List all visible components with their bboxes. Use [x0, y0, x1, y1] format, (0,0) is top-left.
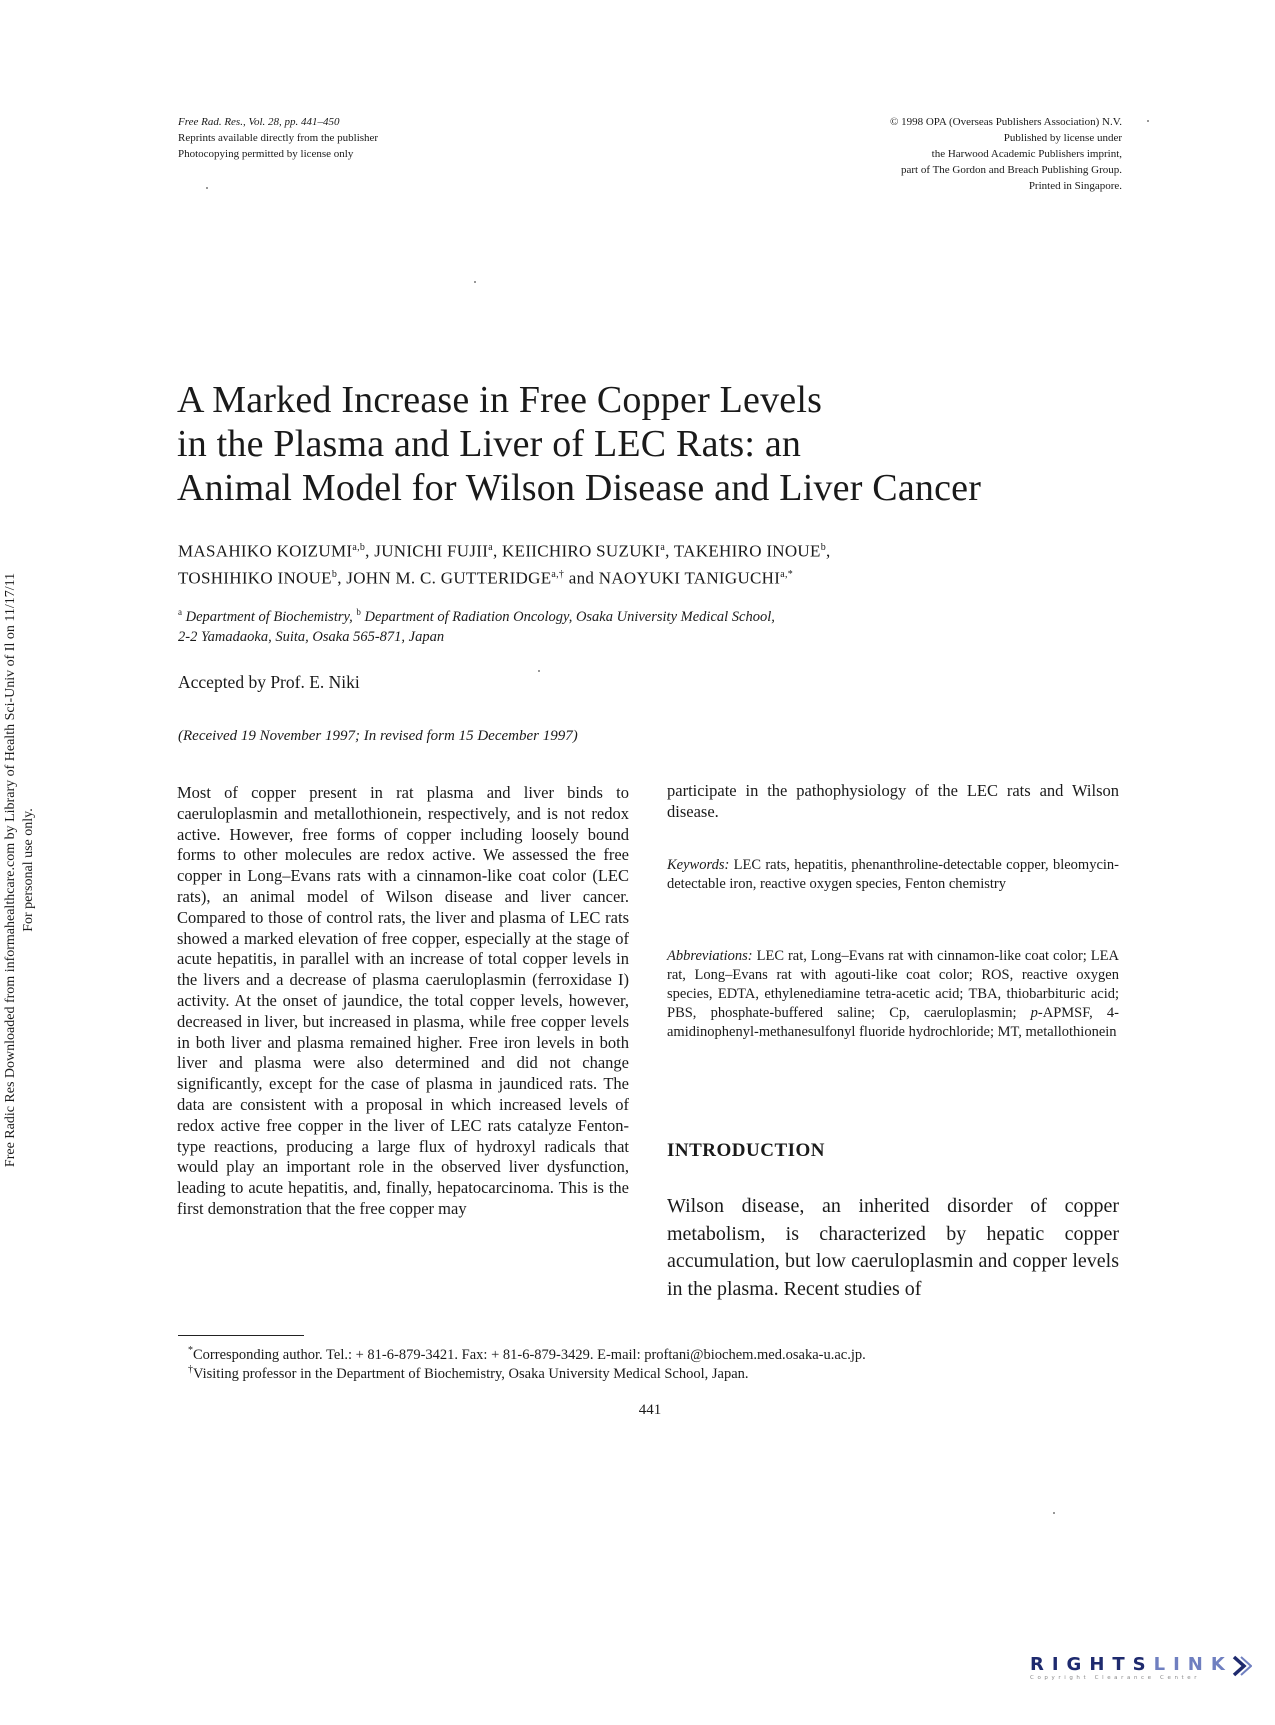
page-number: 441: [638, 1402, 662, 1418]
article-title: [177, 378, 1097, 510]
rightslink-logo[interactable]: [1030, 1654, 1270, 1698]
author-name: TOSHIHIKO INOUE: [178, 568, 332, 588]
author-name: MASAHIKO KOIZUMI: [178, 541, 353, 561]
received-dates: (Received 19 November 1997; In revised form 15 December 1997): [178, 728, 578, 744]
author-affil-mark: a,†: [551, 568, 565, 580]
author-name: , JOHN M. C. GUTTERIDGE: [337, 568, 552, 588]
scan-speck: [1053, 1512, 1055, 1514]
author-list: [178, 536, 1118, 589]
author-affil-mark: b: [820, 542, 827, 553]
introduction-text: Wilson disease, an inherited disorder of copper metabolism, is characterized by hepatic copper accumulation, but low caeruloplasmin and copper levels in the plasma. Recent studies of: [667, 1195, 1119, 1300]
affiliation-line-1: [178, 602, 1118, 627]
author-affil-mark: a,b: [352, 542, 366, 553]
author-name: , JUNICHI FUJII: [365, 541, 489, 561]
reprints-note: Reprints available directly from the publisher: [178, 132, 379, 144]
keywords: [667, 856, 1119, 894]
scan-speck: [1147, 120, 1149, 122]
author-affil-mark: b: [331, 568, 338, 580]
printed-line: Printed in Singapore.: [1028, 180, 1122, 192]
photocopy-note: Photocopying permitted by license only: [178, 148, 354, 160]
scan-speck: [474, 281, 476, 283]
author-line-1: [178, 536, 1118, 563]
rightslink-tagline: Copyright Clearance Center: [1030, 1675, 1201, 1681]
download-stamp-line-2: For personal use only.: [21, 808, 36, 932]
affil-mark-b: b: [356, 607, 361, 617]
journal-citation: [178, 114, 598, 162]
title-line-1: A Marked Increase in Free Copper Levels: [177, 379, 823, 421]
abbreviations-label: Abbreviations:: [667, 948, 753, 964]
footnote-rule: [178, 1335, 304, 1336]
author-affil-mark: a: [488, 542, 493, 553]
affiliation: [178, 602, 1118, 647]
license-line: Published by license under: [1003, 132, 1122, 144]
abbreviations-text-cont: -APMSF, 4-amidinophenyl-methanesulfonyl fluoride hydrochloride; MT, metallothionein: [667, 1005, 1119, 1040]
scan-speck: [538, 670, 540, 672]
affil-mark-a: a: [178, 607, 182, 617]
keywords-text: LEC rats, hepatitis, phenanthroline-detectable copper, bleomycin-detectable iron, reactive oxygen species, Fenton chemistry: [667, 857, 1119, 892]
chevron-right-icon: [1230, 1655, 1252, 1677]
footnote-mark: †: [188, 1364, 193, 1375]
abbreviations: [667, 947, 1119, 1042]
footnote-visiting: [188, 1361, 1118, 1383]
author-separator: ,: [826, 541, 831, 561]
download-stamp: [2, 510, 52, 1230]
footnote-text: Corresponding author. Tel.: + 81-6-879-3421. Fax: + 81-6-879-3429. E-mail: proftani@biochem.med.osaka-u.ac.jp.: [193, 1346, 866, 1363]
copyright-line: © 1998 OPA (Overseas Publishers Association) N.V.: [889, 116, 1122, 128]
author-name: and NAOYUKI TANIGUCHI: [564, 568, 781, 588]
affiliation-address: 2-2 Yamadaoka, Suita, Osaka 565-871, Japan: [178, 628, 445, 645]
journal-citation-line: Free Rad. Res., Vol. 28, pp. 441–450: [178, 116, 340, 128]
abbreviations-text: LEC rat, Long–Evans rat with cinnamon-like coat color; LEA rat, Long–Evans rat with agouti-like coat color; ROS, reactive oxygen species, EDTA, ethylenediamine tetra-acetic acid; TBA, thiobarbituric acid; PBS, phosphate-buffered saline; Cp, caeruloplasmin;: [667, 948, 1119, 1021]
title-line-3: Animal Model for Wilson Disease and Liver Cancer: [177, 467, 982, 509]
author-name: , KEIICHIRO SUZUKI: [492, 541, 661, 561]
footnote-mark: *: [188, 1345, 193, 1356]
publisher-group-line: part of The Gordon and Breach Publishing Group.: [901, 164, 1122, 176]
accepted-by: Accepted by Prof. E. Niki: [178, 672, 360, 692]
affil-dept-b: Department of Radiation Oncology, Osaka University Medical School,: [360, 608, 775, 625]
rightslink-word-light: LINK: [1153, 1654, 1233, 1675]
abbreviations-italic-p: p: [1030, 1005, 1038, 1021]
author-name: , TAKEHIRO INOUE: [665, 541, 821, 561]
footnote-text: Visiting professor in the Department of Biochemistry, Osaka University Medical School, Japan.: [193, 1365, 749, 1382]
rightslink-word-dark: RIGHTS: [1030, 1654, 1154, 1675]
imprint-line: the Harwood Academic Publishers imprint,: [931, 148, 1122, 160]
affil-dept-a: Department of Biochemistry,: [182, 608, 357, 625]
abstract-text: Most of copper present in rat plasma and liver binds to caeruloplasmin and metallothionein, respectively, and is not redox active. However, free forms of copper including loosely bound forms to other molecules are redox active. We assessed the free copper in Long–Evans rats with a cinnamon-like coat color (LEC rats), an animal model of Wilson disease and liver cancer. Compared to those of control rats, the liver and plasma of LEC rats showed a marked elevation of free copper, especially at the stage of acute hepatitis, in parallel with an increase of total copper levels in the livers and a decrease of plasma caeruloplasmin (ferroxidase I) activity. At the onset of jaundice, the total copper levels, however, decreased in liver, but increased in plasma, while free copper levels in both liver and plasma remained higher. Free iron levels in both liver and plasma were also determined and did not change significantly, except for the case of plasma in jaundiced rats. The data are consistent with a proposal in which increased levels of redox active free copper in the liver of LEC rats catalyze Fenton-type reactions, producing a large flux of hydroxyl radicals that would play an important role in the observed liver dysfunction, leading to acute hepatitis, and, finally, hepatocarcinoma. This is the first demonstration that the free copper may: [177, 783, 629, 1218]
copyright-block: [760, 114, 1122, 194]
author-line-2: [178, 563, 1118, 590]
download-stamp-line-1: Free Radic Res Downloaded from informahealthcare.com by Library of Health Sci-Univ of Il on 11/17/11: [3, 572, 18, 1168]
author-affil-mark: a: [660, 542, 666, 553]
author-affil-mark: a,*: [780, 568, 794, 580]
scan-speck: [206, 187, 208, 189]
abstract-continuation: participate in the pathophysiology of the LEC rats and Wilson disease.: [667, 781, 1119, 821]
keywords-label: Keywords:: [667, 857, 730, 873]
introduction-heading: INTRODUCTION: [667, 1140, 826, 1161]
title-line-2: in the Plasma and Liver of LEC Rats: an: [177, 423, 802, 465]
